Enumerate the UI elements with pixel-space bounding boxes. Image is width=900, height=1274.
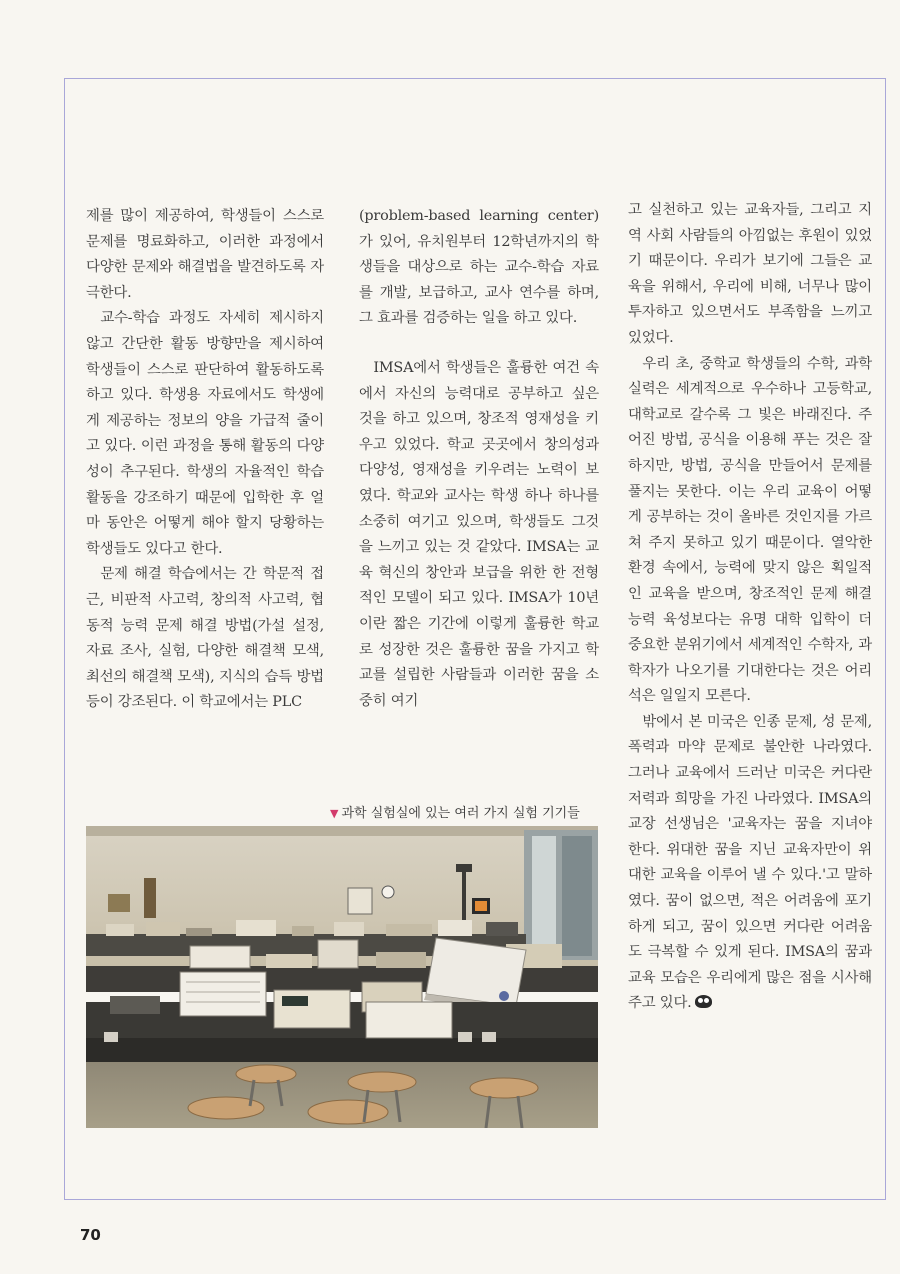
text-column-2 <box>359 204 599 714</box>
paragraph: 문제 해결 학습에서는 간 학문적 접근, 비판적 사고력, 창의적 사고력, 협동적 능력 문제 해결 방법(가설 설정, 자료 조사, 실험, 다양한 해결책 모색, 최선의 해결책 모색), 지식의 습득 방법 등이 강조된다. 이 학교에서는 PLC <box>86 566 324 711</box>
figure-caption <box>330 802 580 821</box>
caption-text: 과학 실험실에 있는 여러 가지 실험 기기들 <box>341 806 580 821</box>
paragraph: 우리 초, 중학교 학생들의 수학, 과학 실력은 세계적으로 우수하나 고등학교, 대학교로 갈수록 그 빛은 바래진다. 주어진 방법, 공식을 이용해 푸는 것은 잘 하지만, 방법, 공식을 만들어서 문제를 풀지는 못한다. 이는 우리 교육이 어떻게 공부하는 것이 올바른 것인지를 가르쳐 주지 못하고 있기 때문이다. 열악한 환경 속에서, 능력에 맞지 않은 획일적인 교육을 받으며, 창조적인 문제 해결 능력 육성보다는 유명 대학 입학이 더 중요한 분위기에서 세계적인 수학자, 과학자가 나오기를 기대한다는 것은 어리석은 일일지 모른다. <box>628 355 872 705</box>
paragraph: IMSA에서 학생들은 훌륭한 여건 속에서 자신의 능력대로 공부하고 싶은 것을 하고 있으며, 창조적 영재성을 키우고 있었다. 학교 곳곳에서 창의성과 다양성, 영재성을 키우려는 노력이 보였다. 학교와 교사는 학생 하나 하나를 소중히 여기고 있으며, 학생들도 그것을 느끼고 있는 것 같았다. IMSA는 교육 혁신의 창안과 보급을 위한 한 전형적인 모델이 되고 있다. IMSA가 10년이란 짧은 기간에 이렇게 훌륭한 학교로 성장한 것은 훌륭한 꿈을 가지고 학교를 설립한 사람들과 이러한 꿈을 소중히 여기 <box>359 359 599 709</box>
text-column-1 <box>86 204 324 716</box>
paragraph: (problem-based learning center)가 있어, 유치원부터 12학년까지의 학생들을 대상으로 하는 교수-학습 자료를 개발, 보급하고, 교사 연수를 하며, 그 효과를 검증하는 일을 하고 있다. <box>359 208 599 327</box>
paragraph-text: 밖에서 본 미국은 인종 문제, 성 문제, 폭력과 마약 문제로 불안한 나라였다. 그러나 교육에서 드러난 미국은 커다란 저력과 희망을 가진 나라였다. IMSA의 교장 선생님은 '교육자는 꿈을 지녀야 한다. 위대한 꿈을 지닌 교육자만이 위대한 교육을 이루어 낼 수 있다.'고 말하였다. 꿈이 없으면, 적은 어려움에 포기하게 되고, 꿈이 있으면 커다란 어려움도 극복할 수 있게 된다. IMSA의 꿈과 교육 모습은 우리에게 많은 점을 시사해 주고 있다. <box>628 713 872 1012</box>
triangle-down-icon: ▼ <box>330 807 339 820</box>
paragraph <box>628 710 872 1017</box>
paragraph: 제를 많이 제공하여, 학생들이 스스로 문제를 명료화하고, 이러한 과정에서 다양한 문제와 해결법을 발견하도록 자극한다. <box>86 208 324 301</box>
lab-photo-illustration <box>86 826 598 1128</box>
paragraph: 고 실천하고 있는 교육자들, 그리고 지역 사회 사람들의 아낌없는 후원이 있었기 때문이다. 우리가 보기에 그들은 교육을 위해서, 우리에 비해, 너무나 많이 투자하고 있으면서도 부족함을 느끼고 있었다. <box>628 202 872 346</box>
paragraph: 교수-학습 과정도 자세히 제시하지 않고 간단한 활동 방향만을 제시하여 학생들이 스스로 판단하여 활동하도록 하고 있다. 학생용 자료에서도 학생에게 제공하는 정보의 양을 가급적 줄이고 있다. 이런 과정을 통해 활동의 다양성이 추구된다. 학생의 자율적인 학습 활동을 강조하기 때문에 입학한 후 얼마 동안은 어떻게 해야 할지 당황하는 학생들도 있다고 한다. <box>86 310 324 557</box>
text-column-3 <box>628 198 872 1017</box>
page-number: 70 <box>80 1226 101 1244</box>
lab-equipment-photo <box>86 826 598 1128</box>
eyes-icon <box>695 995 712 1008</box>
